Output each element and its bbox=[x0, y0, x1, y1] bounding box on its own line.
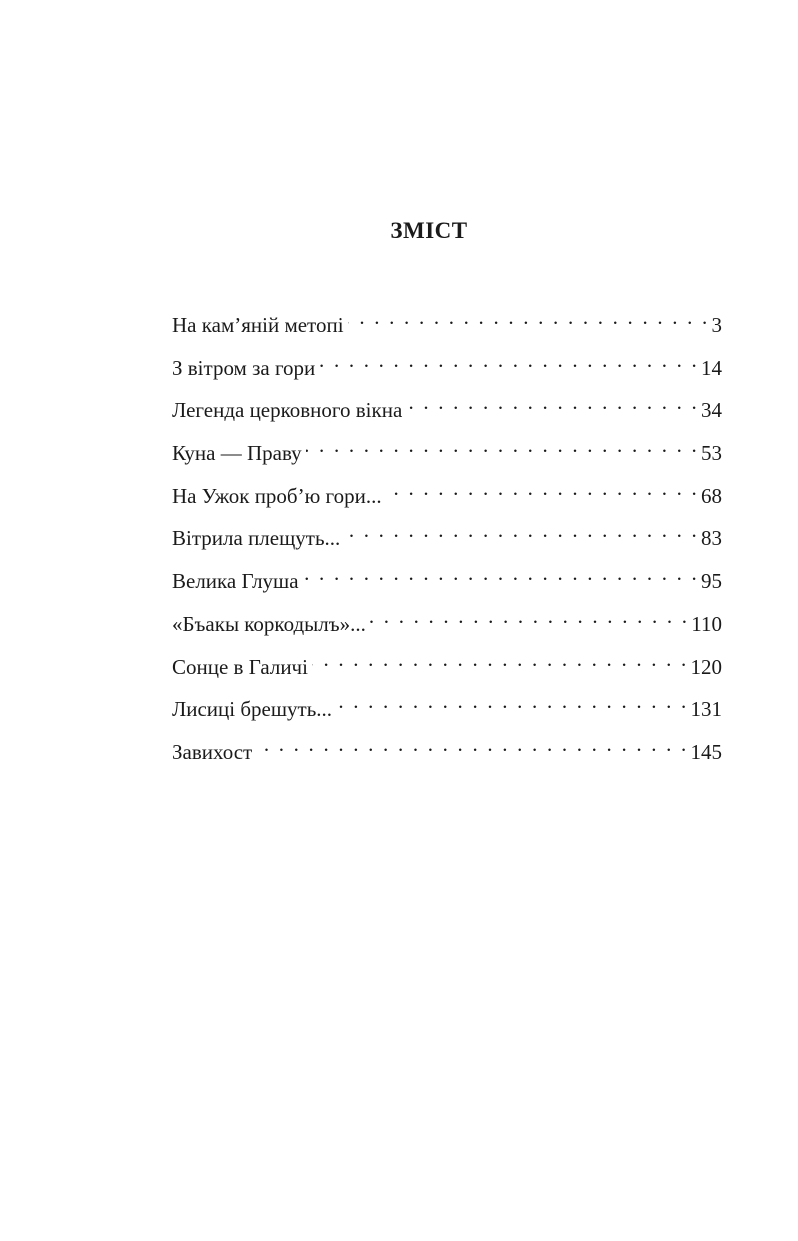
toc-entry-page: 34 bbox=[701, 398, 722, 423]
toc-entry-title: Сонце в Галичі bbox=[172, 654, 308, 679]
toc-title: ЗМІСТ bbox=[390, 218, 468, 243]
toc-entry-title: Легенда церковного вікна bbox=[172, 398, 403, 423]
toc-entry-title: Лисиці брешуть... bbox=[172, 697, 333, 722]
toc-entry-page: 145 bbox=[690, 739, 722, 764]
toc-entry bbox=[172, 387, 722, 430]
toc-entry-page: 95 bbox=[701, 569, 722, 594]
toc-entry-title: На Ужок проб’ю гори... bbox=[172, 483, 382, 508]
toc-entry-title: Куна — Праву bbox=[172, 441, 302, 466]
dot-leader bbox=[386, 473, 699, 503]
toc-entry-page: 120 bbox=[690, 654, 722, 679]
toc-entry-page: 3 bbox=[711, 313, 722, 337]
toc-entry bbox=[172, 302, 722, 345]
toc-list bbox=[172, 302, 722, 772]
toc-entry bbox=[172, 729, 722, 772]
toc-entry-page: 14 bbox=[701, 355, 722, 380]
toc-entry-page: 131 bbox=[690, 697, 722, 722]
toc-entry bbox=[172, 515, 722, 558]
dot-leader bbox=[303, 558, 699, 588]
dot-leader bbox=[406, 387, 699, 417]
toc-entry-title: Завихост bbox=[172, 739, 253, 764]
dot-leader bbox=[370, 601, 689, 631]
toc-entry bbox=[172, 558, 722, 601]
toc-entry-title: З вітром за гори bbox=[172, 355, 316, 380]
toc-entry bbox=[172, 686, 722, 729]
dot-leader bbox=[344, 515, 699, 545]
toc-entry-title: Вітрила плещуть... bbox=[172, 526, 341, 551]
toc-entry bbox=[172, 601, 722, 644]
toc-entry bbox=[172, 345, 722, 388]
dot-leader bbox=[348, 302, 710, 332]
toc-entry-title: На кам’яній метопі bbox=[172, 313, 344, 337]
toc-entry-page: 68 bbox=[701, 483, 722, 508]
dot-leader bbox=[256, 729, 688, 759]
dot-leader bbox=[312, 644, 689, 674]
toc-entry-title: «Бъакы коркодылъ»... bbox=[172, 611, 366, 636]
toc-entry-page: 83 bbox=[701, 526, 722, 551]
toc-entry-page: 53 bbox=[701, 441, 722, 466]
dot-leader bbox=[306, 430, 699, 460]
toc-entry bbox=[172, 473, 722, 516]
dot-leader bbox=[336, 686, 688, 716]
toc-entry-title: Велика Глуша bbox=[172, 569, 299, 594]
toc-entry bbox=[172, 430, 722, 473]
dot-leader bbox=[319, 345, 699, 375]
toc-entry bbox=[172, 644, 722, 687]
toc-entry-page: 110 bbox=[691, 611, 722, 636]
